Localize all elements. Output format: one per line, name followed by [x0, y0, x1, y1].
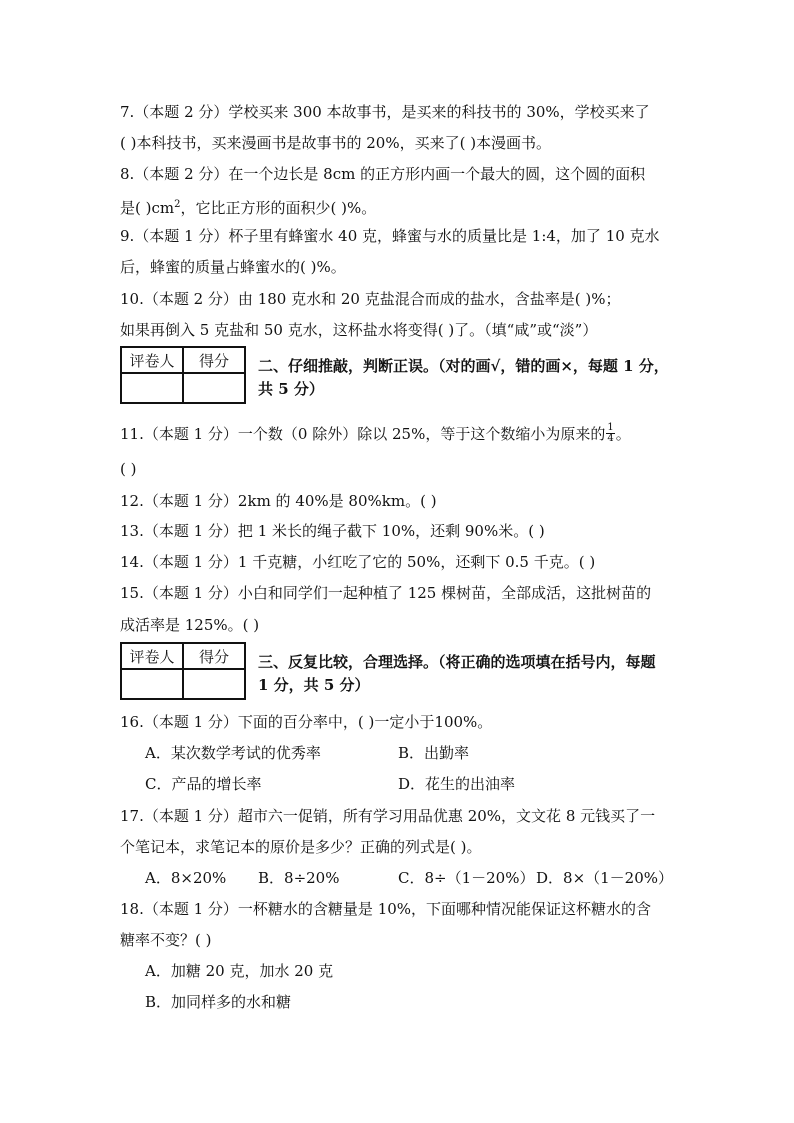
grader-cell — [121, 373, 183, 403]
q16-option-b: B．出勤率 — [398, 744, 470, 762]
q16-option-d: D．花生的出油率 — [398, 775, 516, 793]
q17-option-c: C．8÷（1－20%） — [398, 869, 535, 887]
q7-line2: ( )本科技书，买来漫画书是故事书的 20%，买来了( )本漫画书。 — [120, 134, 552, 152]
q11-line1 — [120, 423, 631, 445]
q18-option-b: B．加同样多的水和糖 — [145, 993, 292, 1011]
q16-stem: 16.（本题 1 分）下面的百分率中，( )一定小于100%。 — [120, 713, 493, 731]
q10-line2: 如果再倒入 5 克盐和 50 克水，这杯盐水将变得( )了。（填“咸”或“淡”） — [120, 321, 598, 339]
q16-option-a: A．某次数学考试的优秀率 — [145, 744, 321, 762]
q9-line1: 9.（本题 1 分）杯子里有蜂蜜水 40 克，蜂蜜与水的质量比是 1:4，加了 10 克水 — [120, 227, 660, 245]
q8-line2-a: 是( )cm — [120, 199, 175, 217]
score-cell — [183, 669, 245, 699]
q17-option-b: B．8÷20% — [258, 869, 340, 887]
fraction-denominator: 4 — [607, 432, 614, 444]
q12: 12.（本题 1 分）2km 的 40%是 80%km。( ) — [120, 492, 437, 510]
q17-line2: 个笔记本，求笔记本的原价是多少？正确的列式是( )。 — [120, 838, 482, 856]
section2-title-line2: 共 5 分） — [258, 380, 324, 398]
q16-option-c: C．产品的增长率 — [145, 775, 262, 793]
section3-title-line2: 1 分，共 5 分） — [258, 676, 370, 694]
score-box-section3 — [120, 642, 246, 700]
fraction-numerator: 1 — [607, 421, 614, 433]
q11-fraction — [606, 423, 614, 444]
section2-title-line1: 二、仔细推敲，判断正误。（对的画√，错的画×，每题 1 分， — [258, 357, 669, 375]
q15-line1: 15.（本题 1 分）小白和同学们一起种植了 125 棵树苗，全部成活，这批树苗的 — [120, 584, 652, 602]
q7-line1: 7.（本题 2 分）学校买来 300 本故事书，是买来的科技书的 30%，学校买来了 — [120, 103, 650, 121]
grader-cell — [121, 669, 183, 699]
q15-line2: 成活率是 125%。( ) — [120, 616, 260, 634]
q8-unit-superscript: 2 — [174, 199, 181, 210]
q8-line2-b: ，它比正方形的面积少( )%。 — [180, 199, 377, 217]
score-box-section2 — [120, 346, 246, 404]
q11-line2: ( ) — [120, 460, 137, 478]
q17-option-a: A．8×20% — [145, 869, 227, 887]
q10-line1: 10.（本题 2 分）由 180 克水和 20 克盐混合而成的盐水，含盐率是( )%； — [120, 290, 621, 308]
score-cell — [183, 373, 245, 403]
q11-line1-a: 11.（本题 1 分）一个数（0 除外）除以 25%，等于这个数缩小为原来的 — [120, 425, 606, 443]
q11-line1-b: 。 — [615, 425, 631, 443]
q17-option-d: D．8×（1－20%） — [536, 869, 674, 887]
q14: 14.（本题 1 分）1 千克糖，小红吃了它的 50%，还剩下 0.5 千克。( ) — [120, 553, 596, 571]
score-label: 得分 — [183, 347, 245, 373]
q8-line2 — [120, 194, 376, 216]
q13: 13.（本题 1 分）把 1 米长的绳子截下 10%，还剩 90%米。( ) — [120, 522, 545, 540]
grader-label: 评卷人 — [121, 643, 183, 669]
q18-option-a: A．加糖 20 克，加水 20 克 — [145, 962, 334, 980]
q8-line1: 8.（本题 2 分）在一个边长是 8cm 的正方形内画一个最大的圆，这个圆的面积 — [120, 165, 646, 183]
q18-line1: 18.（本题 1 分）一杯糖水的含糖量是 10%，下面哪种情况能保证这杯糖水的含 — [120, 900, 652, 918]
q9-line2: 后，蜂蜜的质量占蜂蜜水的( )%。 — [120, 258, 346, 276]
q18-line2: 糖率不变？( ) — [120, 931, 212, 949]
grader-label: 评卷人 — [121, 347, 183, 373]
section3-title-line1: 三、反复比较，合理选择。（将正确的选项填在括号内，每题 — [258, 653, 656, 671]
q17-line1: 17.（本题 1 分）超市六一促销，所有学习用品优惠 20%，文文花 8 元钱买了一 — [120, 807, 656, 825]
score-label: 得分 — [183, 643, 245, 669]
